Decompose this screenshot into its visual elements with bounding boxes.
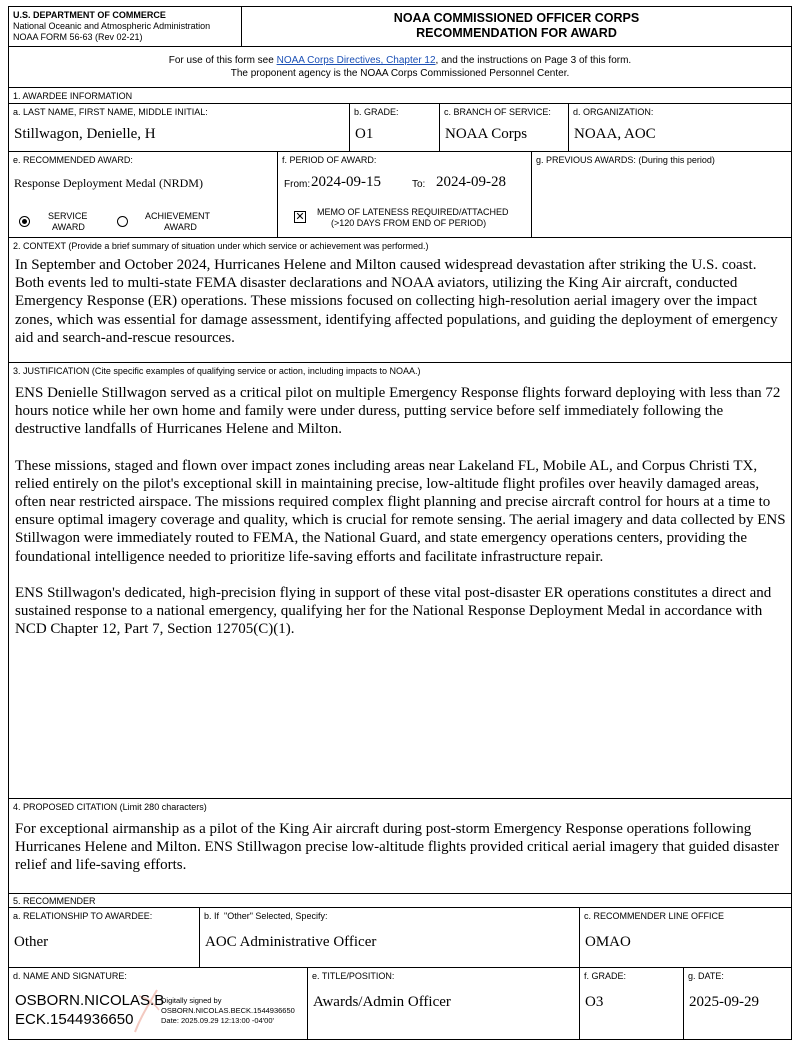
section1-heading-row bbox=[9, 88, 791, 104]
period-label: f. PERIOD OF AWARD: bbox=[282, 155, 377, 165]
form-header bbox=[9, 7, 791, 47]
recommended-award-field[interactable]: Response Deployment Medal (NRDM) bbox=[14, 176, 203, 190]
context-section bbox=[9, 238, 791, 363]
signature-cell bbox=[9, 968, 307, 1039]
organization-label: d. ORGANIZATION: bbox=[573, 107, 654, 117]
date-cell bbox=[683, 968, 791, 1039]
recommender-grade-cell bbox=[579, 968, 683, 1039]
grade-label: b. GRADE: bbox=[354, 107, 399, 117]
other-specify-label: b. If "Other" Selected, Specify: bbox=[204, 911, 328, 921]
title-position-cell bbox=[307, 968, 579, 1039]
awardee-name-label: a. LAST NAME, FIRST NAME, MIDDLE INITIAL: bbox=[13, 107, 208, 117]
service-award-line2: AWARD bbox=[52, 222, 85, 232]
recommended-award-cell bbox=[9, 152, 277, 237]
title-position-field[interactable]: Awards/Admin Officer bbox=[313, 994, 451, 1010]
instructions-line2: The proponent agency is the NOAA Corps Commissioned Personnel Center. bbox=[230, 68, 570, 79]
previous-awards-label: g. PREVIOUS AWARDS: (During this period) bbox=[536, 155, 715, 165]
agency-line2: National Oceanic and Atmospheric Administration bbox=[13, 21, 211, 31]
header-agency-cell bbox=[9, 7, 241, 46]
other-specify-field[interactable]: AOC Administrative Officer bbox=[205, 934, 377, 950]
justification-paragraph-1: ENS Denielle Stillwagon served as a critical pilot on multiple Emergency Response flights forward deploying with less than 72 hours notice while her own home and family were under duress, putting service before self immediately following the destructive landfalls of Hurricanes Helene and Milton. bbox=[15, 385, 781, 438]
recommender-grade-label: f. GRADE: bbox=[584, 971, 627, 981]
service-award-line1: SERVICE bbox=[48, 211, 88, 221]
date-field[interactable]: 2025-09-29 bbox=[689, 994, 759, 1010]
recommended-award-label: e. RECOMMENDED AWARD: bbox=[13, 155, 133, 165]
instructions-row bbox=[9, 47, 791, 88]
branch-field[interactable]: NOAA Corps bbox=[445, 126, 528, 142]
relationship-field[interactable]: Other bbox=[14, 934, 49, 950]
context-text[interactable]: In September and October 2024, Hurricanes Helene and Milton caused widespread devastation after striking the U.S. coast. Both events led to multi-state FEMA disaster declarations and NOAA aviators, utilizing the King Air aircraft, conducted Emergency Response (ER) operations. These missions focused on collecting high-resolution aerial imagery over the impact zones, which was essential for damage assessment, identifying affected populations, and guiding the deployment of emergency aid and search-and-rescue resources. bbox=[15, 257, 778, 346]
section5-heading-row bbox=[9, 894, 791, 908]
justification-paragraph-3: ENS Stillwagon's dedicated, high-precision flying in support of these vital post-disaster ER operations constitutes a direct and sustained response to a national emergency, qualifying her for the National Response Deployment Medal in accordance with NCD Chapter 12, Part 7, Section 12705(C)(1). bbox=[15, 584, 772, 638]
justification-heading: 3. JUSTIFICATION (Cite specific examples of qualifying service or action, including impacts to NOAA.) bbox=[13, 366, 421, 376]
recommender-row1 bbox=[9, 908, 791, 968]
line-office-label: c. RECOMMENDER LINE OFFICE bbox=[584, 911, 725, 921]
signer-name-line1: OSBORN.NICOLAS.B bbox=[15, 992, 165, 1009]
grade-field[interactable]: O1 bbox=[355, 126, 374, 142]
citation-section bbox=[9, 799, 791, 894]
recommender-row2 bbox=[9, 968, 791, 1039]
other-specify-cell bbox=[199, 908, 579, 967]
awardee-row2 bbox=[9, 152, 791, 238]
justification-paragraph-2: These missions, staged and flown over impact zones including areas near Lakeland FL, Mobile AL, and Corpus Christi TX, relied entirely on the pilot's exceptional skill in maintaining precise, low-altitude flight profiles over heavily damaged areas, often near restricted airspace. The missions required complex flight planning and precise aircraft control for hours at a time to ensure optimal imagery coverage and quality, which is crucial for remote sensing. The aerial imagery and data collected by ENS Stillwagon were immediately routed to FEMA, the National Guard, and state emergency operations centers, providing the foundational intelligence needed to prioritize life-saving efforts and facilitate infrastructure repair. bbox=[15, 457, 786, 565]
awardee-name-cell bbox=[9, 104, 349, 151]
organization-cell bbox=[568, 104, 791, 151]
date-label: g. DATE: bbox=[688, 971, 724, 981]
signer-name-line2: ECK.1544936650 bbox=[15, 1011, 134, 1028]
justification-text[interactable] bbox=[15, 384, 787, 638]
from-label: From: bbox=[284, 179, 311, 190]
signature-label: d. NAME AND SIGNATURE: bbox=[13, 971, 127, 981]
line-office-cell bbox=[579, 908, 791, 967]
section5-heading: 5. RECOMMENDER bbox=[13, 896, 96, 906]
service-award-radio[interactable] bbox=[19, 216, 30, 227]
instructions-suffix: , and the instructions on Page 3 of this form. bbox=[435, 55, 632, 66]
form-id: NOAA FORM 56-63 (Rev 02-21) bbox=[13, 32, 143, 42]
section1-heading: 1. AWARDEE INFORMATION bbox=[13, 91, 133, 101]
to-label: To: bbox=[412, 179, 426, 190]
signature-note-line2: OSBORN.NICOLAS.BECK.1544936650 bbox=[161, 1006, 295, 1015]
branch-cell bbox=[439, 104, 568, 151]
citation-text[interactable]: For exceptional airmanship as a pilot of the King Air aircraft during post-storm Emergency Response operations following Hurricanes Helene and Milton. ENS Stillwagon precise low-altitude flights provided critical aerial imagery that guided disaster relief and life-saving efforts. bbox=[15, 821, 779, 874]
signature-note-line1: Digitally signed by bbox=[161, 996, 222, 1005]
relationship-cell bbox=[9, 908, 199, 967]
title-position-label: e. TITLE/POSITION: bbox=[312, 971, 395, 981]
instructions-line1 bbox=[9, 55, 791, 66]
justification-section bbox=[9, 363, 791, 799]
award-recommendation-form bbox=[8, 6, 792, 1040]
form-title-line2: RECOMMENDATION FOR AWARD bbox=[416, 26, 617, 40]
from-date-field[interactable]: 2024-09-15 bbox=[311, 174, 381, 190]
line-office-field[interactable]: OMAO bbox=[585, 934, 631, 950]
form-title-line1: NOAA COMMISSIONED OFFICER CORPS bbox=[393, 11, 640, 25]
grade-cell bbox=[349, 104, 439, 151]
agency-line1: U.S. DEPARTMENT OF COMMERCE bbox=[13, 10, 166, 20]
relationship-label: a. RELATIONSHIP TO AWARDEE: bbox=[13, 911, 153, 921]
achievement-award-radio[interactable] bbox=[117, 216, 128, 227]
to-date-field[interactable]: 2024-09-28 bbox=[436, 174, 506, 190]
memo-lateness-line2: (>120 DAYS FROM END OF PERIOD) bbox=[331, 218, 487, 228]
memo-lateness-checkbox[interactable]: ✕ bbox=[295, 210, 305, 223]
awardee-name-field[interactable]: Stillwagon, Denielle, H bbox=[14, 126, 156, 142]
previous-awards-cell bbox=[531, 152, 791, 237]
period-cell bbox=[277, 152, 531, 237]
organization-field[interactable]: NOAA, AOC bbox=[574, 126, 656, 142]
memo-lateness-line1: MEMO OF LATENESS REQUIRED/ATTACHED bbox=[317, 207, 509, 217]
achievement-award-line2: AWARD bbox=[164, 222, 197, 232]
achievement-award-line1: ACHIEVEMENT bbox=[145, 211, 211, 221]
header-title-cell bbox=[241, 7, 791, 46]
recommender-grade-field[interactable]: O3 bbox=[585, 994, 604, 1010]
context-heading: 2. CONTEXT (Provide a brief summary of situation under which service or achievement was performed.) bbox=[13, 241, 429, 251]
branch-label: c. BRANCH OF SERVICE: bbox=[444, 107, 551, 117]
citation-heading: 4. PROPOSED CITATION (Limit 280 characters) bbox=[13, 802, 207, 812]
signature-note-line3: Date: 2025.09.29 12:13:00 -04'00' bbox=[161, 1016, 274, 1025]
directives-link[interactable]: NOAA Corps Directives, Chapter 12 bbox=[276, 55, 436, 66]
digital-signature[interactable] bbox=[9, 982, 307, 1037]
awardee-row1 bbox=[9, 104, 791, 152]
instructions-prefix: For use of this form see bbox=[168, 55, 277, 66]
